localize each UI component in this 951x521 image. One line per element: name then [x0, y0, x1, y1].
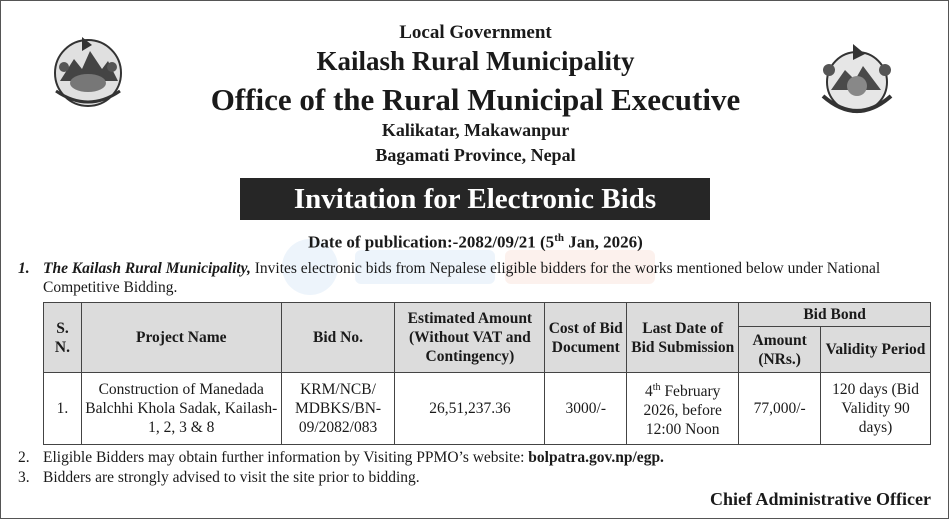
publication-date: Date of publication:-2082/09/21 (5th Jan, 2026) [308, 232, 643, 252]
col-header-cost: Cost of Bid Document [545, 303, 627, 373]
signature-title: Chief Administrative Officer [710, 489, 931, 509]
col-header-project: Project Name [81, 303, 281, 373]
note-3-number: 3. [18, 469, 30, 486]
cell-validity: 120 days (Bid Validity 90 days) [821, 373, 931, 445]
cell-amount: 77,000/- [739, 373, 821, 445]
col-header-amount: Amount (NRs.) [739, 327, 821, 373]
cell-last-date: 4th February 2026, before 12:00 Noon [627, 373, 739, 445]
cell-bid-no: KRM/NCB/ MDBKS/BN- 09/2082/083 [281, 373, 395, 445]
col-header-estimated: Estimated Amount (Without VAT and Contingency) [395, 303, 545, 373]
header-address-line2: Bagamati Province, Nepal [375, 145, 576, 165]
note-1-number: 1. [18, 260, 30, 277]
col-header-bid-bond: Bid Bond [739, 303, 931, 327]
note-3 [18, 469, 420, 487]
col-header-validity: Validity Period [821, 327, 931, 373]
note-2-number: 2. [18, 449, 30, 466]
table-row [44, 373, 931, 445]
cell-sn: 1. [44, 373, 82, 445]
note-2-text: Eligible Bidders may obtain further information by Visiting PPMO’s website: [43, 449, 529, 466]
ppmo-website-link[interactable]: bolpatra.gov.np/egp. [528, 449, 664, 466]
header-municipality: Kailash Rural Municipality [316, 46, 635, 76]
note-1-lead: The Kailash Rural Municipality, [43, 260, 251, 277]
bids-table [43, 302, 931, 445]
note-1 [18, 259, 938, 297]
notice-title-banner: Invitation for Electronic Bids [240, 178, 710, 220]
note-2 [18, 449, 664, 467]
header-address-line1: Kalikatar, Makawanpur [381, 120, 570, 140]
cell-cost: 3000/- [545, 373, 627, 445]
cell-project: Construction of Manedada Balchhi Khola Sadak, Kailash-1, 2, 3 & 8 [81, 373, 281, 445]
header-local-government: Local Government [399, 22, 552, 43]
note-1-text: Invites electronic bids from Nepalese eligible bidders for the works mentioned below under National Competitive Bidding. [43, 260, 881, 296]
col-header-sn: S. N. [44, 303, 82, 373]
col-header-last-date: Last Date of Bid Submission [627, 303, 739, 373]
note-3-text: Bidders are strongly advised to visit the site prior to bidding. [43, 469, 420, 486]
header-office: Office of the Rural Municipal Executive [210, 82, 741, 117]
col-header-bid-no: Bid No. [281, 303, 395, 373]
cell-estimated: 26,51,237.36 [395, 373, 545, 445]
